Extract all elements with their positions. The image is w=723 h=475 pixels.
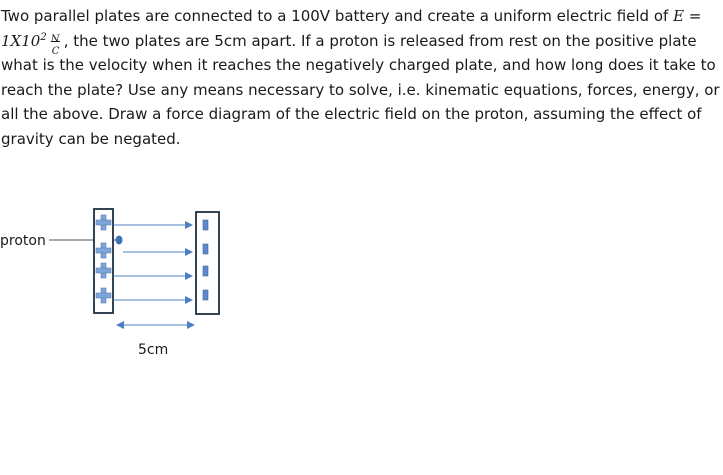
problem-line-5: all the above. Draw a force diagram of the electric field on the proton, assuming the effect of [1,105,702,124]
equals-sign: = [684,7,702,25]
minus-sign [203,220,208,230]
force-diagram [0,200,240,370]
field-symbol: E [673,7,685,25]
problem-text: Two parallel plates are connected to a 100V battery and create a uniform electric field of [1,7,674,25]
units-numerator: N [50,33,60,45]
field-exponent: 2 [40,31,47,43]
problem-line-1 [1,4,721,29]
minus-sign [203,266,208,276]
problem-line-6: gravity can be negated. [1,129,181,148]
units-denominator: C [51,45,60,57]
problem-line-2 [1,29,721,57]
proton-label: proton [0,233,46,249]
units-fraction [50,31,62,57]
minus-sign [203,244,208,254]
field-coefficient: 1X10 [1,31,41,50]
problem-line-4: reach the plate? Use any means necessary to solve, i.e. kinematic equations, forces, energy, or [1,80,720,99]
problem-line-3: what is the velocity when it reaches the negatively charged plate, and how long does it take to [1,56,716,75]
problem-text: , the two plates are 5cm apart. If a proton is released from rest on the positive plate [63,31,697,50]
distance-label: 5cm [138,342,169,358]
minus-sign [203,290,208,300]
problem-statement [1,4,721,152]
proton-dot [116,236,123,245]
